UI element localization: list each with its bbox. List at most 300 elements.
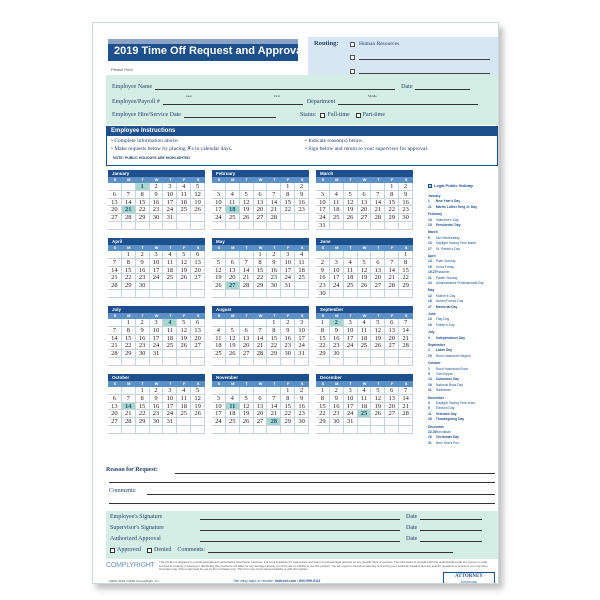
day-cell[interactable]: 8 xyxy=(281,395,295,403)
day-cell[interactable]: 6 xyxy=(108,395,122,403)
day-cell[interactable]: 17 xyxy=(316,206,330,214)
day-cell[interactable]: 26 xyxy=(344,214,358,222)
day-cell[interactable]: 8 xyxy=(399,259,413,267)
day-cell[interactable]: 8 xyxy=(122,259,136,267)
day-cell[interactable]: 5 xyxy=(191,387,205,395)
day-cell[interactable]: 1 xyxy=(399,251,413,259)
day-cell[interactable]: 29 xyxy=(136,214,150,222)
day-cell[interactable]: 10 xyxy=(150,259,164,267)
day-cell[interactable]: 9 xyxy=(136,259,150,267)
day-cell[interactable]: 6 xyxy=(226,259,240,267)
day-cell[interactable]: 12 xyxy=(226,335,240,343)
day-cell[interactable]: 21 xyxy=(385,274,399,282)
day-cell[interactable]: 30 xyxy=(150,418,164,426)
day-cell[interactable]: 18 xyxy=(226,410,240,418)
day-cell[interactable]: 10 xyxy=(212,403,226,411)
day-cell[interactable]: 5 xyxy=(177,251,191,259)
employee-signature-date[interactable] xyxy=(420,514,482,520)
day-cell[interactable]: 25 xyxy=(330,214,344,222)
day-cell[interactable]: 3 xyxy=(330,259,344,267)
day-cell[interactable]: 9 xyxy=(150,191,164,199)
day-cell[interactable]: 8 xyxy=(281,191,295,199)
day-cell[interactable]: 19 xyxy=(212,274,226,282)
day-cell[interactable]: 17 xyxy=(150,267,164,275)
day-cell[interactable]: 16 xyxy=(330,403,344,411)
day-cell[interactable]: 2 xyxy=(150,387,164,395)
day-cell[interactable]: 8 xyxy=(316,395,330,403)
day-cell[interactable]: 16 xyxy=(330,335,344,343)
day-cell[interactable]: 11 xyxy=(358,395,372,403)
day-cell[interactable]: 15 xyxy=(267,335,281,343)
day-cell[interactable]: 23 xyxy=(150,410,164,418)
day-cell[interactable]: 11 xyxy=(163,327,177,335)
day-cell[interactable]: 2 xyxy=(295,183,309,191)
day-cell[interactable]: 23 xyxy=(150,206,164,214)
day-cell[interactable]: 18 xyxy=(358,403,372,411)
day-cell[interactable]: 9 xyxy=(136,327,150,335)
day-cell[interactable]: 13 xyxy=(108,403,122,411)
day-cell[interactable]: 29 xyxy=(316,418,330,426)
day-cell[interactable]: 4 xyxy=(330,191,344,199)
day-cell[interactable]: 7 xyxy=(108,327,122,335)
approval-comments-field[interactable] xyxy=(208,547,453,553)
day-cell[interactable]: 26 xyxy=(240,418,254,426)
holiday-day-cell[interactable]: 27 xyxy=(226,282,240,290)
day-cell[interactable]: 5 xyxy=(240,395,254,403)
day-cell[interactable]: 20 xyxy=(240,342,254,350)
day-cell[interactable]: 24 xyxy=(150,342,164,350)
day-cell[interactable]: 26 xyxy=(358,282,372,290)
department-field[interactable] xyxy=(338,99,478,105)
day-cell[interactable]: 11 xyxy=(177,395,191,403)
authorized-approval-date[interactable] xyxy=(420,536,482,542)
day-cell[interactable]: 20 xyxy=(226,274,240,282)
day-cell[interactable]: 9 xyxy=(267,259,281,267)
day-cell[interactable]: 26 xyxy=(371,410,385,418)
day-cell[interactable]: 2 xyxy=(295,387,309,395)
day-cell[interactable]: 11 xyxy=(226,199,240,207)
day-cell[interactable]: 30 xyxy=(330,418,344,426)
day-cell[interactable]: 30 xyxy=(281,350,295,358)
day-cell[interactable]: 13 xyxy=(240,335,254,343)
day-cell[interactable]: 9 xyxy=(295,395,309,403)
day-cell[interactable]: 22 xyxy=(281,410,295,418)
day-cell[interactable]: 30 xyxy=(150,214,164,222)
day-cell[interactable]: 2 xyxy=(150,183,164,191)
day-cell[interactable]: 13 xyxy=(254,199,268,207)
day-cell[interactable]: 25 xyxy=(358,342,372,350)
day-cell[interactable]: 14 xyxy=(108,335,122,343)
day-cell[interactable]: 12 xyxy=(371,327,385,335)
day-cell[interactable]: 27 xyxy=(108,418,122,426)
day-cell[interactable]: 8 xyxy=(267,327,281,335)
day-cell[interactable]: 17 xyxy=(281,267,295,275)
day-cell[interactable]: 20 xyxy=(371,274,385,282)
day-cell[interactable]: 12 xyxy=(358,267,372,275)
day-cell[interactable]: 23 xyxy=(281,342,295,350)
holiday-day-cell[interactable]: 18 xyxy=(226,206,240,214)
day-cell[interactable]: 8 xyxy=(254,259,268,267)
day-cell[interactable]: 18 xyxy=(163,335,177,343)
day-cell[interactable]: 28 xyxy=(254,350,268,358)
day-cell[interactable]: 14 xyxy=(108,267,122,275)
day-cell[interactable]: 28 xyxy=(399,410,413,418)
day-cell[interactable]: 23 xyxy=(316,282,330,290)
day-cell[interactable]: 14 xyxy=(254,335,268,343)
day-cell[interactable]: 14 xyxy=(385,267,399,275)
day-cell[interactable]: 3 xyxy=(295,319,309,327)
day-cell[interactable]: 13 xyxy=(254,403,268,411)
day-cell[interactable]: 26 xyxy=(177,342,191,350)
routing-option-blank-2[interactable] xyxy=(350,69,490,74)
day-cell[interactable]: 8 xyxy=(136,191,150,199)
day-cell[interactable]: 25 xyxy=(226,214,240,222)
day-cell[interactable]: 31 xyxy=(163,418,177,426)
day-cell[interactable]: 29 xyxy=(254,282,268,290)
day-cell[interactable]: 12 xyxy=(177,259,191,267)
day-cell[interactable]: 1 xyxy=(385,183,399,191)
day-cell[interactable]: 28 xyxy=(267,214,281,222)
day-cell[interactable]: 19 xyxy=(226,342,240,350)
supervisor-signature-date[interactable] xyxy=(420,525,482,531)
day-cell[interactable]: 30 xyxy=(295,418,309,426)
hire-date-field[interactable] xyxy=(184,112,276,118)
day-cell[interactable]: 22 xyxy=(385,206,399,214)
day-cell[interactable]: 19 xyxy=(191,403,205,411)
day-cell[interactable]: 6 xyxy=(385,387,399,395)
day-cell[interactable]: 26 xyxy=(191,206,205,214)
day-cell[interactable]: 10 xyxy=(344,395,358,403)
reason-line[interactable] xyxy=(109,482,495,483)
day-cell[interactable]: 17 xyxy=(163,199,177,207)
day-cell[interactable]: 28 xyxy=(122,418,136,426)
day-cell[interactable]: 6 xyxy=(191,251,205,259)
day-cell[interactable]: 1 xyxy=(254,251,268,259)
day-cell[interactable]: 26 xyxy=(177,274,191,282)
day-cell[interactable]: 21 xyxy=(399,403,413,411)
day-cell[interactable]: 7 xyxy=(254,327,268,335)
day-cell[interactable]: 8 xyxy=(122,327,136,335)
day-cell[interactable]: 7 xyxy=(108,259,122,267)
day-cell[interactable]: 16 xyxy=(295,199,309,207)
day-cell[interactable]: 26 xyxy=(226,350,240,358)
day-cell[interactable]: 3 xyxy=(212,191,226,199)
day-cell[interactable]: 17 xyxy=(295,335,309,343)
day-cell[interactable]: 31 xyxy=(344,418,358,426)
day-cell[interactable]: 24 xyxy=(281,274,295,282)
day-cell[interactable]: 15 xyxy=(254,267,268,275)
part-time-checkbox[interactable] xyxy=(356,113,361,118)
day-cell[interactable]: 16 xyxy=(316,274,330,282)
day-cell[interactable]: 20 xyxy=(191,335,205,343)
day-cell[interactable]: 14 xyxy=(240,267,254,275)
day-cell[interactable]: 30 xyxy=(267,282,281,290)
day-cell[interactable]: 23 xyxy=(295,410,309,418)
day-cell[interactable]: 9 xyxy=(316,267,330,275)
day-cell[interactable]: 22 xyxy=(254,274,268,282)
day-cell[interactable]: 26 xyxy=(212,282,226,290)
day-cell[interactable]: 18 xyxy=(177,199,191,207)
routing-line[interactable] xyxy=(359,55,490,60)
day-cell[interactable]: 17 xyxy=(163,403,177,411)
day-cell[interactable]: 28 xyxy=(371,214,385,222)
day-cell[interactable]: 3 xyxy=(281,251,295,259)
day-cell[interactable]: 19 xyxy=(344,206,358,214)
day-cell[interactable]: 31 xyxy=(295,350,309,358)
day-cell[interactable]: 27 xyxy=(358,214,372,222)
day-cell[interactable]: 12 xyxy=(344,199,358,207)
day-cell[interactable]: 11 xyxy=(177,191,191,199)
day-cell[interactable]: 23 xyxy=(295,206,309,214)
day-cell[interactable]: 4 xyxy=(177,387,191,395)
day-cell[interactable]: 23 xyxy=(267,274,281,282)
day-cell[interactable]: 6 xyxy=(385,319,399,327)
day-cell[interactable]: 4 xyxy=(163,251,177,259)
day-cell[interactable]: 23 xyxy=(330,410,344,418)
day-cell[interactable]: 2 xyxy=(316,259,330,267)
day-cell[interactable]: 8 xyxy=(385,191,399,199)
day-cell[interactable]: 15 xyxy=(136,403,150,411)
day-cell[interactable]: 21 xyxy=(399,335,413,343)
day-cell[interactable]: 19 xyxy=(191,199,205,207)
day-cell[interactable]: 30 xyxy=(136,282,150,290)
day-cell[interactable]: 14 xyxy=(399,327,413,335)
full-time-checkbox[interactable] xyxy=(320,113,325,118)
day-cell[interactable]: 25 xyxy=(163,342,177,350)
day-cell[interactable]: 1 xyxy=(122,251,136,259)
day-cell[interactable]: 30 xyxy=(399,214,413,222)
day-cell[interactable]: 27 xyxy=(254,418,268,426)
day-cell[interactable]: 16 xyxy=(136,267,150,275)
day-cell[interactable]: 3 xyxy=(212,395,226,403)
day-cell[interactable]: 24 xyxy=(316,214,330,222)
day-cell[interactable]: 3 xyxy=(344,319,358,327)
day-cell[interactable]: 19 xyxy=(371,335,385,343)
day-cell[interactable]: 16 xyxy=(281,335,295,343)
holiday-day-cell[interactable]: 4 xyxy=(163,319,177,327)
day-cell[interactable]: 6 xyxy=(191,319,205,327)
day-cell[interactable]: 3 xyxy=(150,319,164,327)
day-cell[interactable]: 9 xyxy=(281,327,295,335)
day-cell[interactable]: 21 xyxy=(108,274,122,282)
day-cell[interactable]: 7 xyxy=(399,387,413,395)
approved-checkbox[interactable] xyxy=(110,548,115,553)
supervisor-signature-field[interactable] xyxy=(200,525,400,531)
holiday-day-cell[interactable]: 1 xyxy=(136,183,150,191)
routing-checkbox[interactable] xyxy=(350,55,355,60)
day-cell[interactable]: 28 xyxy=(240,282,254,290)
day-cell[interactable]: 9 xyxy=(330,395,344,403)
day-cell[interactable]: 12 xyxy=(191,395,205,403)
day-cell[interactable]: 25 xyxy=(212,350,226,358)
day-cell[interactable]: 7 xyxy=(267,395,281,403)
day-cell[interactable]: 10 xyxy=(163,395,177,403)
day-cell[interactable]: 18 xyxy=(212,342,226,350)
day-cell[interactable]: 2 xyxy=(281,319,295,327)
day-cell[interactable]: 6 xyxy=(108,191,122,199)
day-cell[interactable]: 6 xyxy=(358,191,372,199)
day-cell[interactable]: 20 xyxy=(385,335,399,343)
holiday-day-cell[interactable]: 14 xyxy=(122,403,136,411)
day-cell[interactable]: 22 xyxy=(136,206,150,214)
day-cell[interactable]: 9 xyxy=(150,395,164,403)
day-cell[interactable]: 11 xyxy=(330,199,344,207)
day-cell[interactable]: 31 xyxy=(163,214,177,222)
day-cell[interactable]: 19 xyxy=(240,206,254,214)
day-cell[interactable]: 22 xyxy=(122,274,136,282)
day-cell[interactable]: 21 xyxy=(254,342,268,350)
day-cell[interactable]: 1 xyxy=(281,387,295,395)
day-cell[interactable]: 27 xyxy=(371,282,385,290)
routing-line[interactable] xyxy=(359,69,490,74)
day-cell[interactable]: 28 xyxy=(399,342,413,350)
day-cell[interactable]: 11 xyxy=(344,267,358,275)
day-cell[interactable]: 27 xyxy=(191,342,205,350)
day-cell[interactable]: 13 xyxy=(385,395,399,403)
day-cell[interactable]: 29 xyxy=(385,214,399,222)
day-cell[interactable]: 11 xyxy=(358,327,372,335)
day-cell[interactable]: 4 xyxy=(295,251,309,259)
day-cell[interactable]: 1 xyxy=(316,387,330,395)
holiday-day-cell[interactable]: 28 xyxy=(267,418,281,426)
day-cell[interactable]: 20 xyxy=(191,267,205,275)
day-cell[interactable]: 21 xyxy=(240,274,254,282)
day-cell[interactable]: 4 xyxy=(226,191,240,199)
day-cell[interactable]: 21 xyxy=(108,342,122,350)
day-cell[interactable]: 5 xyxy=(191,183,205,191)
day-cell[interactable]: 10 xyxy=(212,199,226,207)
day-cell[interactable]: 25 xyxy=(344,282,358,290)
day-cell[interactable]: 15 xyxy=(122,267,136,275)
day-cell[interactable]: 3 xyxy=(163,183,177,191)
day-cell[interactable]: 27 xyxy=(385,410,399,418)
day-cell[interactable]: 8 xyxy=(316,327,330,335)
employee-name-field[interactable] xyxy=(155,84,395,90)
day-cell[interactable]: 7 xyxy=(371,191,385,199)
day-cell[interactable]: 10 xyxy=(295,327,309,335)
holiday-day-cell[interactable]: 21 xyxy=(122,206,136,214)
day-cell[interactable]: 15 xyxy=(136,199,150,207)
day-cell[interactable]: 24 xyxy=(163,206,177,214)
day-cell[interactable]: 13 xyxy=(226,267,240,275)
day-cell[interactable]: 19 xyxy=(371,403,385,411)
day-cell[interactable]: 4 xyxy=(212,327,226,335)
day-cell[interactable]: 13 xyxy=(385,327,399,335)
day-cell[interactable]: 22 xyxy=(267,342,281,350)
day-cell[interactable]: 12 xyxy=(177,327,191,335)
day-cell[interactable]: 21 xyxy=(267,206,281,214)
day-cell[interactable]: 8 xyxy=(136,395,150,403)
day-cell[interactable]: 20 xyxy=(108,206,122,214)
day-cell[interactable]: 20 xyxy=(254,410,268,418)
day-cell[interactable]: 3 xyxy=(163,387,177,395)
day-cell[interactable]: 11 xyxy=(212,335,226,343)
day-cell[interactable]: 18 xyxy=(163,267,177,275)
day-cell[interactable]: 17 xyxy=(344,335,358,343)
day-cell[interactable]: 7 xyxy=(122,191,136,199)
day-cell[interactable]: 3 xyxy=(344,387,358,395)
day-cell[interactable]: 14 xyxy=(399,395,413,403)
day-cell[interactable]: 30 xyxy=(316,290,330,298)
day-cell[interactable]: 18 xyxy=(344,274,358,282)
day-cell[interactable]: 17 xyxy=(212,206,226,214)
comments-line[interactable] xyxy=(147,494,495,495)
day-cell[interactable]: 13 xyxy=(191,259,205,267)
day-cell[interactable]: 17 xyxy=(344,403,358,411)
day-cell[interactable]: 13 xyxy=(191,327,205,335)
day-cell[interactable]: 29 xyxy=(399,282,413,290)
day-cell[interactable]: 22 xyxy=(316,342,330,350)
day-cell[interactable]: 24 xyxy=(344,410,358,418)
day-cell[interactable]: 21 xyxy=(122,410,136,418)
date-field[interactable] xyxy=(415,84,470,90)
day-cell[interactable]: 15 xyxy=(122,335,136,343)
day-cell[interactable]: 23 xyxy=(136,274,150,282)
day-cell[interactable]: 25 xyxy=(163,274,177,282)
day-cell[interactable]: 20 xyxy=(108,410,122,418)
day-cell[interactable]: 31 xyxy=(150,350,164,358)
day-cell[interactable]: 24 xyxy=(330,282,344,290)
day-cell[interactable]: 17 xyxy=(330,274,344,282)
day-cell[interactable]: 10 xyxy=(163,191,177,199)
day-cell[interactable]: 15 xyxy=(281,199,295,207)
day-cell[interactable]: 5 xyxy=(371,387,385,395)
day-cell[interactable]: 10 xyxy=(316,199,330,207)
day-cell[interactable]: 28 xyxy=(108,350,122,358)
day-cell[interactable]: 14 xyxy=(267,403,281,411)
day-cell[interactable]: 17 xyxy=(212,410,226,418)
day-cell[interactable]: 5 xyxy=(371,319,385,327)
day-cell[interactable]: 3 xyxy=(150,251,164,259)
day-cell[interactable]: 29 xyxy=(136,418,150,426)
day-cell[interactable]: 24 xyxy=(212,418,226,426)
day-cell[interactable]: 28 xyxy=(108,282,122,290)
day-cell[interactable]: 31 xyxy=(281,282,295,290)
day-cell[interactable]: 7 xyxy=(240,259,254,267)
day-cell[interactable]: 5 xyxy=(240,191,254,199)
day-cell[interactable]: 29 xyxy=(122,350,136,358)
day-cell[interactable]: 16 xyxy=(295,403,309,411)
day-cell[interactable]: 14 xyxy=(267,199,281,207)
day-cell[interactable]: 12 xyxy=(191,191,205,199)
day-cell[interactable]: 26 xyxy=(371,342,385,350)
day-cell[interactable]: 9 xyxy=(295,191,309,199)
day-cell[interactable]: 20 xyxy=(385,403,399,411)
day-cell[interactable]: 17 xyxy=(150,335,164,343)
day-cell[interactable]: 7 xyxy=(122,395,136,403)
day-cell[interactable]: 22 xyxy=(122,342,136,350)
day-cell[interactable]: 9 xyxy=(330,327,344,335)
day-cell[interactable]: 22 xyxy=(399,274,413,282)
day-cell[interactable]: 28 xyxy=(122,214,136,222)
day-cell[interactable]: 1 xyxy=(316,319,330,327)
day-cell[interactable]: 23 xyxy=(399,206,413,214)
authorized-approval-field[interactable] xyxy=(200,536,400,542)
day-cell[interactable]: 27 xyxy=(385,342,399,350)
day-cell[interactable]: 13 xyxy=(371,267,385,275)
day-cell[interactable]: 15 xyxy=(281,403,295,411)
day-cell[interactable]: 27 xyxy=(254,214,268,222)
day-cell[interactable]: 20 xyxy=(254,206,268,214)
day-cell[interactable]: 29 xyxy=(267,350,281,358)
day-cell[interactable]: 5 xyxy=(212,259,226,267)
day-cell[interactable]: 12 xyxy=(212,267,226,275)
day-cell[interactable]: 2 xyxy=(136,319,150,327)
day-cell[interactable]: 10 xyxy=(344,327,358,335)
day-cell[interactable]: 29 xyxy=(281,418,295,426)
day-cell[interactable]: 27 xyxy=(108,214,122,222)
day-cell[interactable]: 30 xyxy=(136,350,150,358)
